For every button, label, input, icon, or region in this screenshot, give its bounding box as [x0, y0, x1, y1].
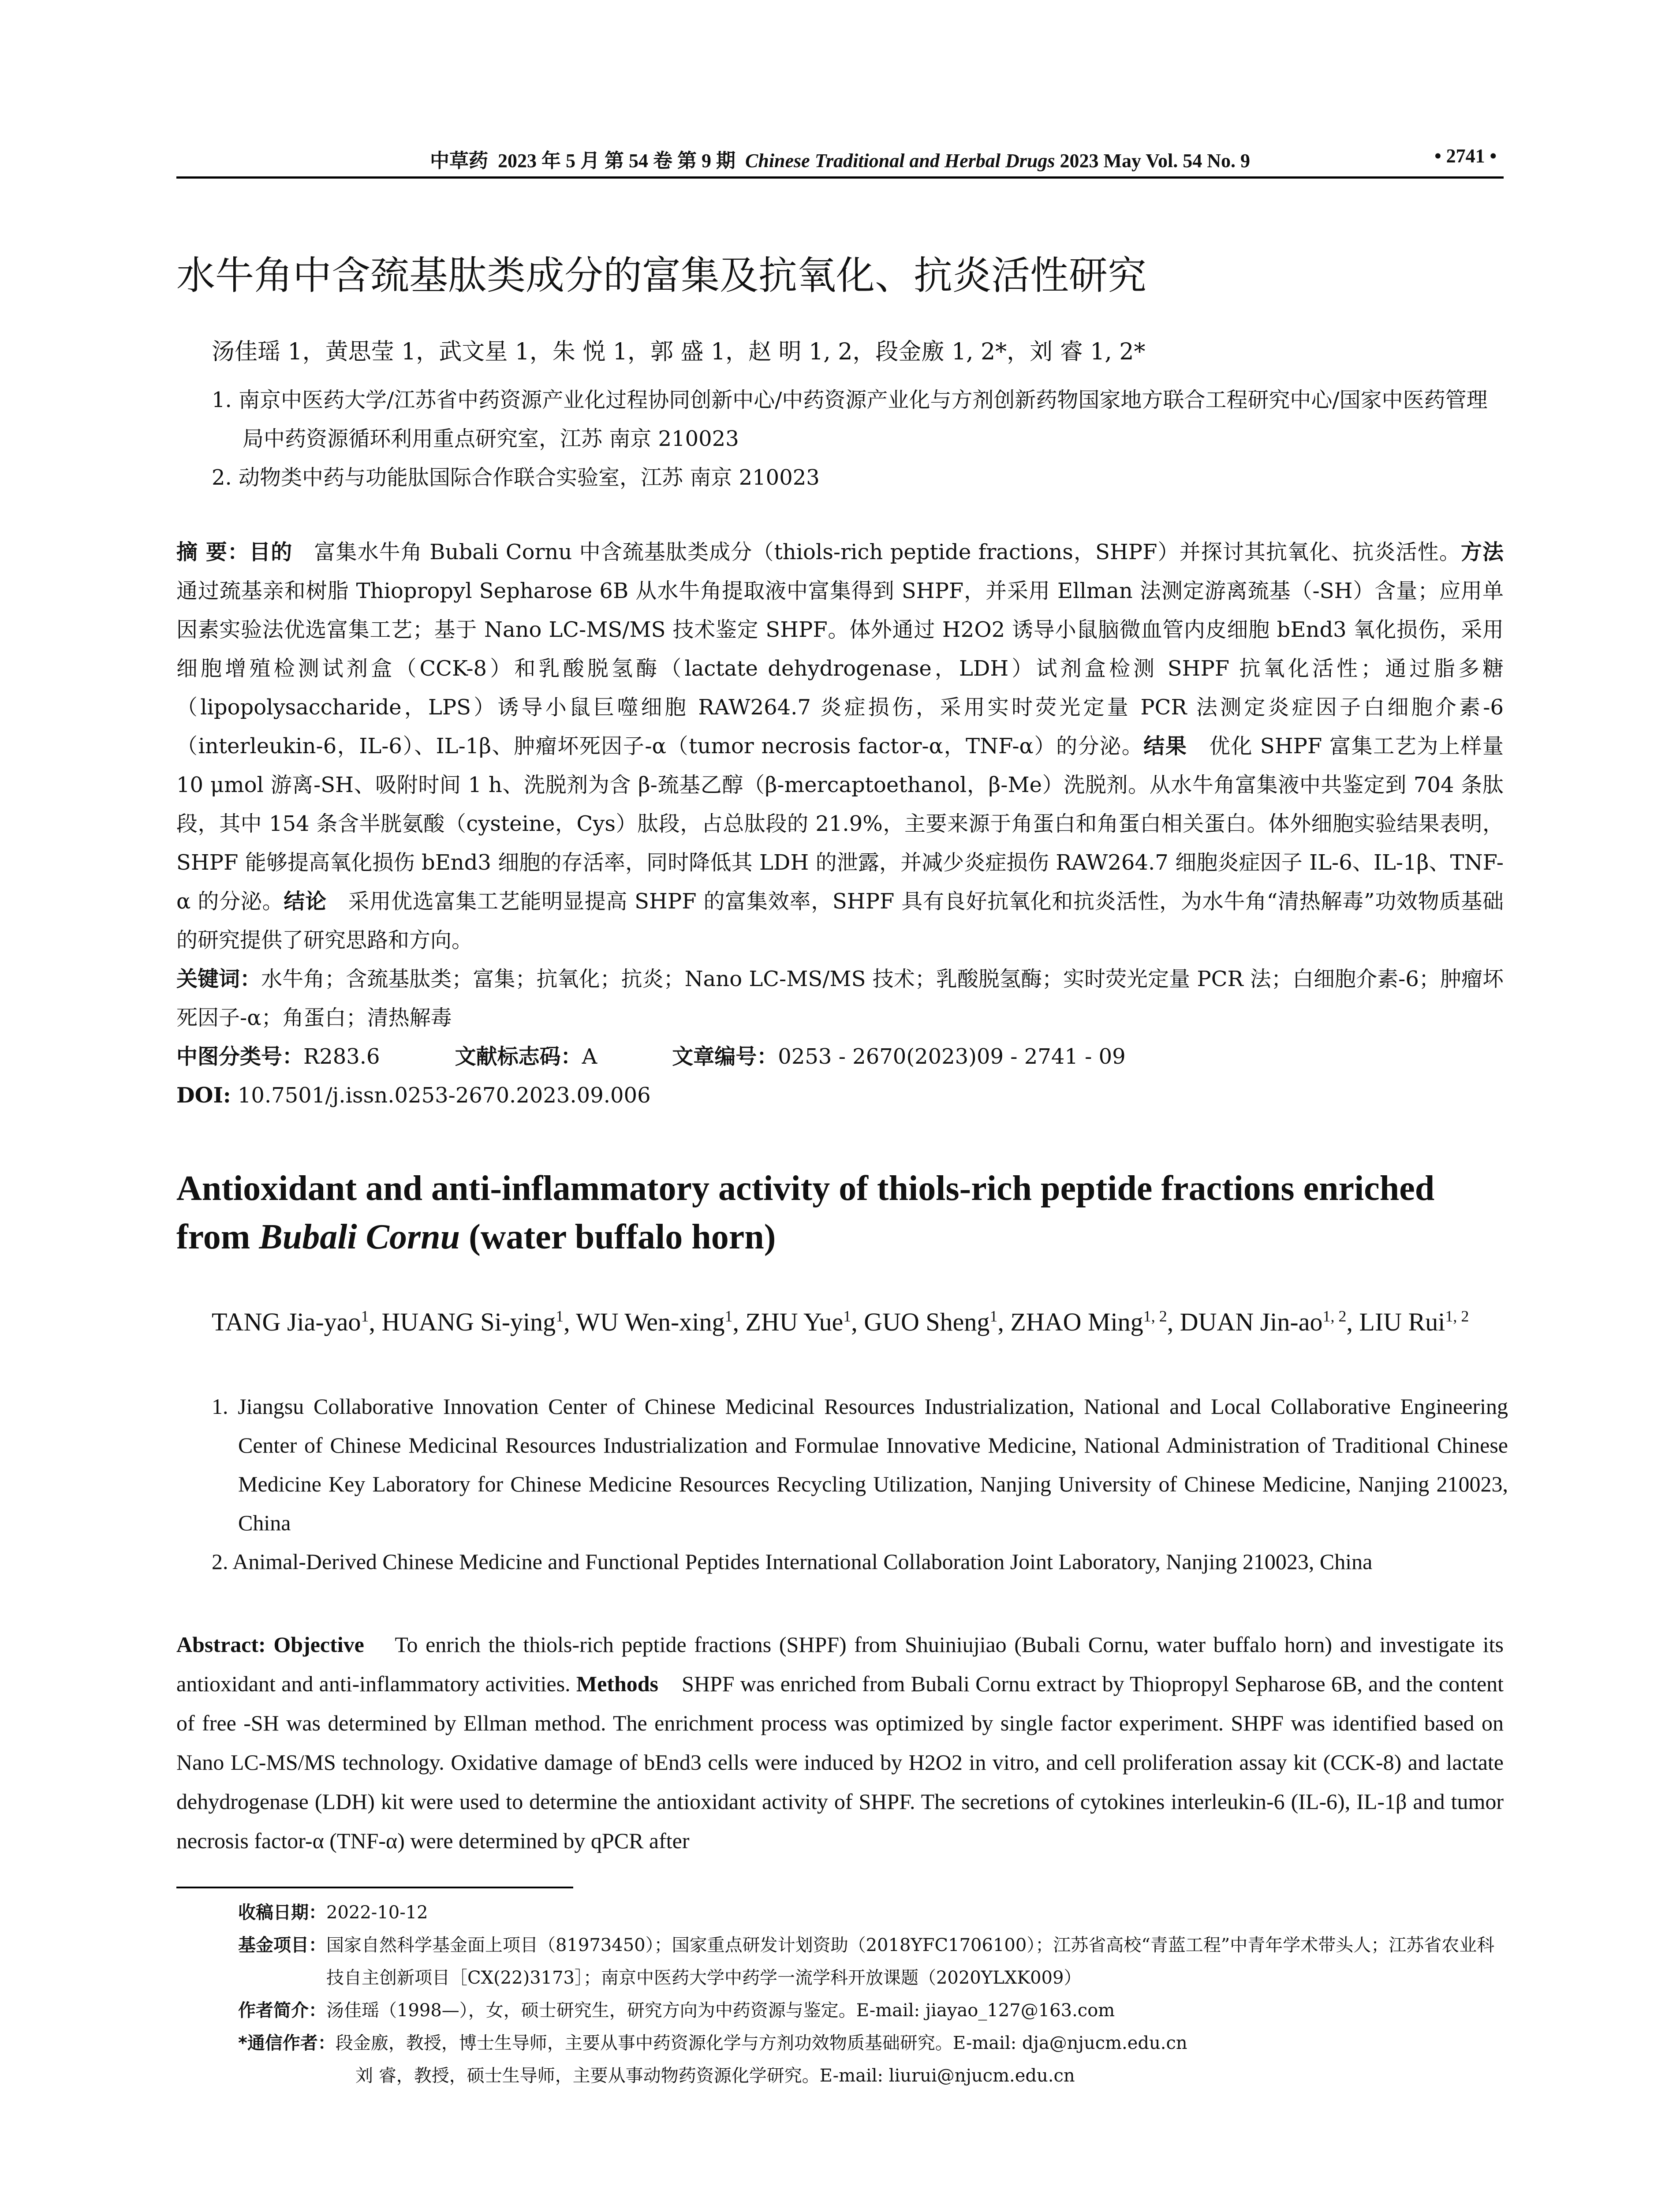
doc-code-label: 文献标志码： [455, 1044, 582, 1069]
results-cn-label: 结果 [1143, 734, 1187, 759]
clc-value: R283.6 [303, 1044, 380, 1069]
doi-label: DOI: [176, 1083, 231, 1108]
author-en: LIU Rui$^{1, 2}$ [1359, 1308, 1469, 1337]
conclusion-cn: 采用优选富集工艺能明显提高 SHPF 的富集效率，SHPF 具有良好抗氧化和抗炎活性，为水牛角“清热解毒”功效物质基础的研究提供了研究思路和方向。 [176, 889, 1504, 953]
author-en: WU Wen-xing$^1$ [576, 1308, 733, 1337]
article-id-value: 0253 - 2670(2023)09 - 2741 - 09 [778, 1044, 1126, 1069]
abstract-cn-label: 摘 要： [176, 540, 250, 564]
keywords-cn [176, 960, 1504, 1037]
affiliation-cn-2: 2. 动物类中药与功能肽国际合作联合实验室，江苏 南京 210023 [212, 465, 820, 490]
title-en-part2: (water buffalo horn) [460, 1218, 776, 1256]
issue-cn: 2023 年 5 月 第 54 卷 第 9 期 [498, 150, 735, 172]
author-en: DUAN Jin-ao$^{1, 2}$ [1180, 1308, 1347, 1337]
title-cn: 水牛角中含巯基肽类成分的富集及抗氧化、抗炎活性研究 [176, 253, 1147, 298]
author-en: GUO Sheng$^1$ [864, 1308, 998, 1337]
objective-en: To enrich the thiols-rich peptide fractions (SHPF) from Shuiniujiao (Bubali Cornu, water buffalo horn) and investigate its antioxidant and anti-inflammatory activities. [176, 1632, 1504, 1696]
doc-code-value: A [582, 1044, 597, 1069]
abstract-en [176, 1625, 1504, 1861]
footnote-corresponding: *通信作者： 段金廒，教授，博士生导师，主要从事中药资源化学与方剂功效物质基础研究。E-mail: dja@njucm.edu.cn [238, 2033, 1187, 2053]
journal-cn: 中草药 [430, 150, 488, 172]
footnote-fund: 基金项目： 国家自然科学基金面上项目（81973450）；国家重点研发计划资助（2018YFC1706100）；江苏省高校“青蓝工程”中青年学术带头人；江苏省农业科技自主创新项目［CX(22)3173］；南京中医药大学中药学一流学科开放课题（2020YLXK009） [238, 1935, 1495, 1988]
footnote-received: 收稿日期： 2022-10-12 [238, 1902, 428, 1923]
methods-cn: 通过巯基亲和树脂 Thiopropyl Sepharose 6B 从水牛角提取液中富集得到 SHPF，并采用 Ellman 法测定游离巯基（-SH）含量；应用单因素实验法优选富集工艺；基于 Nano LC-MS/MS 技术鉴定 SHPF。体外通过 H2O2 诱导小鼠脑微血管内皮细胞 bEnd3 氧化损伤，采用细胞增殖检测试剂盒（CCK-8）和乳酸脱氢酶（lactate dehydrogenase，LDH）试剂盒检测 SHPF 抗氧化活性；通过脂多糖（lipopolysaccharide，LPS）诱导小鼠巨噬细胞 RAW264.7 炎症损伤，采用实时荧光定量 PCR 法测定炎症因子白细胞介素-6（interleukin-6，IL-6）、IL-1β、肿瘤坏死因子-α（tumor necrosis factor-α，TNF-α）的分泌。 [176, 579, 1504, 759]
running-header [176, 140, 1504, 179]
abstract-en-label: Abstract: [176, 1632, 266, 1657]
author-en: ZHAO Ming$^{1, 2}$ [1010, 1308, 1167, 1337]
title-en [176, 1164, 1504, 1261]
page-number: • 2741 • [1434, 145, 1497, 167]
author-en: TANG Jia-yao$^1$ [212, 1308, 369, 1337]
affiliation-en-2: 2. Animal-Derived Chinese Medicine and Functional Peptides International Collaboration Joint Laboratory, Nanjing 210023, China [212, 1549, 1373, 1574]
footnotes [238, 1896, 1504, 2092]
authors-en: TANG Jia-yao$^1$, HUANG Si-ying$^1$, WU Wen-xing$^1$, ZHU Yue$^1$, GUO Sheng$^1$, ZHAO Ming$^{1, 2}$, DUAN Jin-ao$^{1, 2}$, LIU Rui$^{1, 2}$ [212, 1308, 1469, 1337]
keywords-cn-label: 关键词： [176, 967, 261, 991]
journal-en: Chinese Traditional and Herbal Drugs [745, 150, 1055, 172]
author-en: HUANG Si-ying$^1$ [381, 1308, 564, 1337]
methods-en: SHPF was enriched from Bubali Cornu extract by Thiopropyl Sepharose 6B, and the content of free -SH was determined by Ellman method. The enrichment process was optimized by single factor experiment. SHPF was identified based on Nano LC-MS/MS technology. Oxidative damage of bEnd3 cells were induced by H2O2 in vitro, and cell proliferation assay kit (CCK-8) and lactate dehydrogenase (LDH) kit were used to determine the antioxidant activity of SHPF. The secretions of cytokines interleukin-6 (IL-6), IL-1β and tumor necrosis factor-α (TNF-α) were determined by qPCR after [176, 1671, 1504, 1853]
abstract-cn-body [176, 533, 1504, 960]
clc-label: 中图分类号： [176, 1044, 304, 1069]
objective-cn: 富集水牛角 Bubali Cornu 中含巯基肽类成分（thiols-rich peptide fractions，SHPF）并探讨其抗氧化、抗炎活性。 [314, 540, 1461, 564]
doi-value[interactable]: 10.7501/j.issn.0253-2670.2023.09.006 [237, 1083, 651, 1108]
methods-cn-label: 方法 [1460, 540, 1504, 564]
keywords-cn-text: 水牛角；含巯基肽类；富集；抗氧化；抗炎；Nano LC-MS/MS 技术；乳酸脱氢酶；实时荧光定量 PCR 法；白细胞介素-6；肿瘤坏死因子-α；角蛋白；清热解毒 [176, 967, 1504, 1030]
classification-line [176, 1037, 1504, 1076]
author-en: ZHU Yue$^1$ [745, 1308, 851, 1337]
affiliations-en [212, 1387, 1508, 1581]
doi-line [176, 1076, 1504, 1115]
title-en-italic: Bubali Cornu [259, 1218, 460, 1256]
issue-en: 2023 May Vol. 54 No. 9 [1060, 150, 1250, 172]
methods-en-label: Methods [576, 1671, 659, 1696]
footnote-bio: 作者简介： 汤佳瑶（1998—），女，硕士研究生，研究方向为中药资源与鉴定。E-mail: jiayao_127@163.com [238, 2000, 1115, 2021]
header-journal-line [176, 145, 1504, 173]
objective-en-label: Objective [273, 1632, 364, 1657]
footnote-rule [176, 1887, 573, 1888]
abstract-cn [176, 533, 1504, 1115]
authors-cn: 汤佳瑶 1，黄思莹 1，武文星 1，朱 悦 1，郭 盛 1，赵 明 1, 2，段金廒 1, 2*，刘 睿 1, 2* [212, 339, 1146, 365]
article-id-label: 文章编号： [672, 1044, 778, 1069]
affiliations-cn [212, 381, 1508, 497]
footnote-corresponding-2: 刘 睿，教授，硕士生导师，主要从事动物药资源化学研究。E-mail: liurui@njucm.edu.cn [355, 2066, 1075, 2086]
affiliation-en-1: 1. Jiangsu Collaborative Innovation Center of Chinese Medicinal Resources Industrialization, National and Local Collaborative Engineering Center of Chinese Medicinal Resources Industrialization and Formulae Innovative Medicine, National Administration of Traditional Chinese Medicine Key Laboratory for Chinese Medicine Resources Recycling Utilization, Nanjing University of Chinese Medicine, Nanjing 210023, China [212, 1394, 1508, 1535]
title-en-part1: Antioxidant and anti-inflammatory activity of thiols-rich peptide fractions enriched from [176, 1169, 1435, 1256]
affiliation-cn-1: 1. 南京中医药大学/江苏省中药资源产业化过程协同创新中心/中药资源产业化与方剂创新药物国家地方联合工程研究中心/国家中医药管理局中药资源循环利用重点研究室，江苏 南京 210023 [212, 388, 1488, 451]
conclusion-cn-label: 结论 [284, 889, 327, 914]
objective-cn-label: 目的 [249, 540, 293, 564]
results-cn: 优化 SHPF 富集工艺为上样量 10 μmol 游离-SH、吸附时间 1 h、洗脱剂为含 β-巯基乙醇（β-mercaptoethanol，β-Me）洗脱剂。从水牛角富集液中共鉴定到 704 条肽段，其中 154 条含半胱氨酸（cysteine，Cys）肽段，占总肽段的 21.9%，主要来源于角蛋白和角蛋白相关蛋白。体外细胞实验结果表明，SHPF 能够提高氧化损伤 bEnd3 细胞的存活率，同时降低其 LDH 的泄露，并减少炎症损伤 RAW264.7 细胞炎症因子 IL-6、IL-1β、TNF-α 的分泌。 [176, 734, 1504, 914]
